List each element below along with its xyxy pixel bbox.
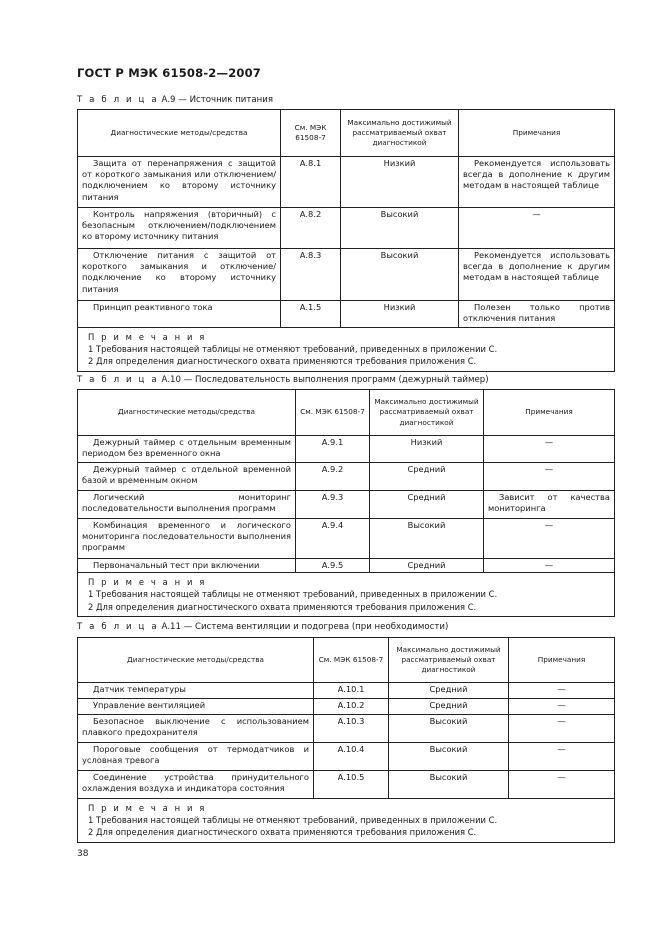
table-row — [78, 715, 615, 743]
remark-cell: — — [509, 771, 615, 799]
method-cell: Пороговые сообщения от термодатчиков и условная тревога — [78, 743, 314, 771]
note-item: 2 Для определения диагностического охвата применяются требования приложения С. — [88, 827, 477, 838]
method-cell: Управление вентиляцией — [78, 699, 314, 715]
table-header-row — [78, 110, 615, 157]
reference-cell: А.8.1 — [281, 157, 341, 208]
remark-cell: — — [484, 463, 615, 491]
coverage-cell: Высокий — [389, 771, 509, 799]
coverage-cell: Низкий — [370, 436, 484, 463]
page-number: 38 — [77, 849, 89, 859]
reference-cell: А.9.1 — [296, 436, 370, 463]
method-cell: Безопасное выключение с использованием плавкого предохранителя — [78, 715, 314, 743]
table-title: А.9 — Источник питания — [161, 95, 274, 105]
table-notes-row — [78, 799, 615, 843]
remark-cell: — — [509, 715, 615, 743]
column-header: См. МЭК 61508-7 — [296, 390, 370, 436]
notes-label: П р и м е ч а н и я — [88, 577, 207, 588]
table-title: А.10 — Последовательность выполнения программ (дежурный таймер) — [161, 375, 489, 385]
remark-cell: Рекомендуется использовать всегда в дополнение к другим методам в настоящей таблице — [459, 249, 615, 301]
remark-cell: — — [459, 208, 615, 249]
page-title: ГОСТ Р МЭК 61508-2—2007 — [77, 66, 262, 80]
method-cell: Комбинация временного и логического мониторинга последовательности выполнения программ — [78, 519, 296, 559]
reference-cell: А.10.2 — [314, 699, 389, 715]
reference-cell: А.9.2 — [296, 463, 370, 491]
remark-cell: — — [509, 699, 615, 715]
table-row — [78, 519, 615, 559]
table-header-row — [78, 390, 615, 436]
method-cell: Принцип реактивного тока — [78, 301, 281, 328]
notes-label: П р и м е ч а н и я — [88, 332, 207, 342]
coverage-cell: Низкий — [341, 301, 459, 328]
coverage-cell: Высокий — [389, 743, 509, 771]
reference-cell: А.8.2 — [281, 208, 341, 249]
coverage-cell: Средний — [389, 683, 509, 699]
reference-cell: А.1.5 — [281, 301, 341, 328]
reference-cell: А.9.5 — [296, 559, 370, 573]
coverage-cell: Средний — [389, 699, 509, 715]
table-row — [78, 683, 615, 699]
table-notes-row — [78, 328, 615, 372]
method-cell: Дежурный таймер с отдельной временной базой и временным окном — [78, 463, 296, 491]
remark-cell: — — [484, 559, 615, 573]
table-a11 — [77, 637, 615, 843]
table-row — [78, 743, 615, 771]
column-header: Диагностические методы/средства — [78, 638, 314, 683]
column-header: Примечания — [484, 390, 615, 436]
method-cell: Дежурный таймер с отдельным временным периодом без временного окна — [78, 436, 296, 463]
remark-cell: — — [484, 519, 615, 559]
column-header: Примечания — [459, 110, 615, 157]
table-caption — [77, 375, 489, 385]
remark-cell: Полезен только против отключения питания — [459, 301, 615, 328]
note-item: 1 Требования настоящей таблицы не отменяют требований, приведенных в приложении С. — [88, 344, 498, 355]
reference-cell: А.10.1 — [314, 683, 389, 699]
table-row — [78, 559, 615, 573]
column-header: Максимально достижимый рассматриваемый охват диагностикой — [341, 110, 459, 157]
column-header: См. МЭК 61508-7 — [314, 638, 389, 683]
method-cell: Контроль напряжения (вторичный) с безопасным отключением/подключением ко второму источнику питания — [78, 208, 281, 249]
notes-label: П р и м е ч а н и я — [88, 803, 207, 813]
remark-cell: — — [484, 436, 615, 463]
table-label: Т а б л и ц а — [77, 95, 159, 105]
table-notes — [78, 799, 615, 843]
note-item: 2 Для определения диагностического охвата применяются требования приложения С. — [88, 356, 477, 367]
coverage-cell: Средний — [370, 559, 484, 573]
coverage-cell: Высокий — [389, 715, 509, 743]
method-cell: Логический мониторинг последовательности выполнения программ — [78, 491, 296, 519]
note-item: 2 Для определения диагностического охвата применяются требования приложения С. — [88, 601, 477, 612]
column-header: См. МЭК 61508-7 — [281, 110, 341, 157]
table-row — [78, 249, 615, 301]
column-header: Примечания — [509, 638, 615, 683]
table-row — [78, 491, 615, 519]
table-row — [78, 699, 615, 715]
reference-cell: А.9.4 — [296, 519, 370, 559]
column-header: Максимально достижимый рассматриваемый охват диагностикой — [389, 638, 509, 683]
table-caption — [77, 95, 273, 105]
table-row — [78, 157, 615, 208]
coverage-cell: Высокий — [370, 519, 484, 559]
table-row — [78, 463, 615, 491]
table-title: А.11 — Система вентиляции и подогрева (при необходимости) — [161, 622, 449, 632]
reference-cell: А.10.3 — [314, 715, 389, 743]
coverage-cell: Низкий — [341, 157, 459, 208]
reference-cell: А.8.3 — [281, 249, 341, 301]
method-cell: Отключение питания с защитой от короткого замыкания и отключение/подключение ко второму источнику питания — [78, 249, 281, 301]
remark-cell: Рекомендуется использовать всегда в дополнение к другим методам в настоящей таблице — [459, 157, 615, 208]
coverage-cell: Средний — [370, 463, 484, 491]
table-label: Т а б л и ц а — [77, 375, 159, 385]
table-row — [78, 436, 615, 463]
table-row — [78, 301, 615, 328]
reference-cell: А.9.3 — [296, 491, 370, 519]
coverage-cell: Высокий — [341, 249, 459, 301]
table-a10 — [77, 389, 615, 617]
remark-cell: Зависит от качества мониторинга — [484, 491, 615, 519]
remark-cell: — — [509, 683, 615, 699]
method-cell: Защита от перенапряжения с защитой от короткого замыкания или отключением/подключением ко второму источнику питания — [78, 157, 281, 208]
coverage-cell: Средний — [370, 491, 484, 519]
table-header-row — [78, 638, 615, 683]
note-item: 1 Требования настоящей таблицы не отменяют требований, приведенных в приложении С. — [88, 815, 498, 826]
coverage-cell: Высокий — [341, 208, 459, 249]
method-cell: Первоначальный тест при включении — [78, 559, 296, 573]
method-cell: Соединение устройства принудительного охлаждения воздуха и индикатора состояния — [78, 771, 314, 799]
table-notes — [78, 573, 615, 617]
column-header: Максимально достижимый рассматриваемый охват диагностикой — [370, 390, 484, 436]
table-a9 — [77, 109, 615, 372]
remark-cell: — — [509, 743, 615, 771]
table-notes-row — [78, 573, 615, 617]
column-header: Диагностические методы/средства — [78, 390, 296, 436]
reference-cell: А.10.4 — [314, 743, 389, 771]
table-notes — [78, 328, 615, 372]
note-item: 1 Требования настоящей таблицы не отменяют требований, приведенных в приложении С. — [88, 589, 498, 600]
table-label: Т а б л и ц а — [77, 622, 159, 632]
table-row — [78, 771, 615, 799]
table-row — [78, 208, 615, 249]
table-caption — [77, 622, 448, 632]
column-header: Диагностические методы/средства — [78, 110, 281, 157]
method-cell: Датчик температуры — [78, 683, 314, 699]
reference-cell: А.10.5 — [314, 771, 389, 799]
